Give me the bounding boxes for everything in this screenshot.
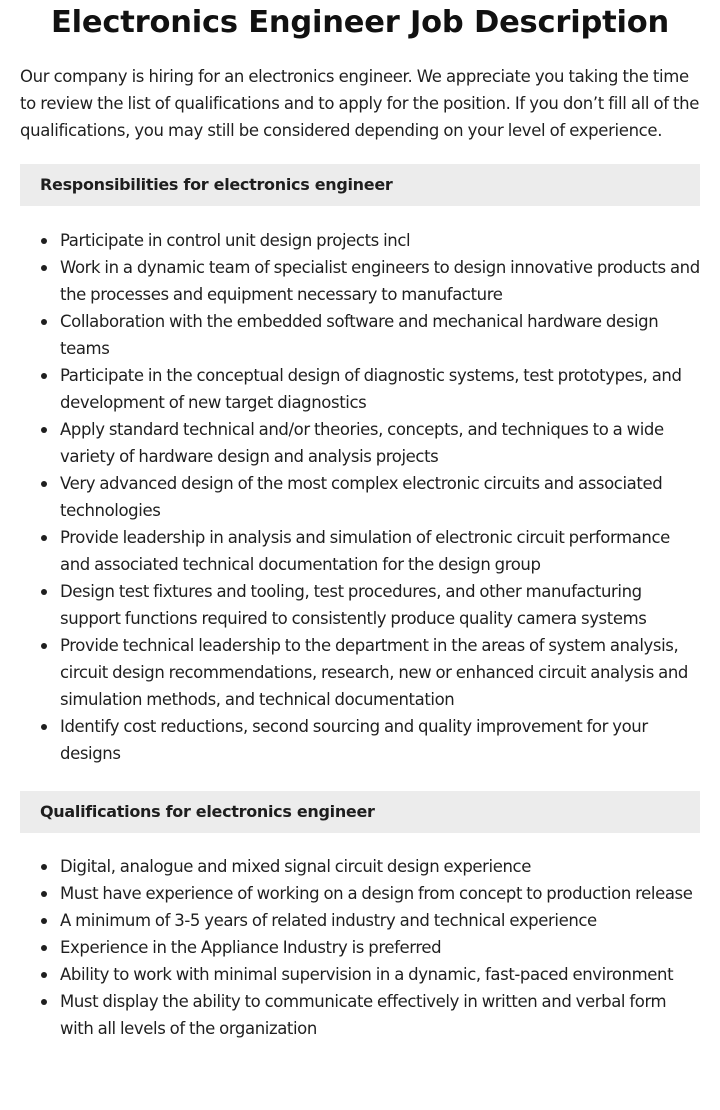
list-item-text: Provide leadership in analysis and simulation of electronic circuit performance and associated technical documentation for the design group: [60, 528, 670, 574]
list-item-text: Experience in the Appliance Industry is preferred: [60, 938, 442, 957]
list-item-text: Identify cost reductions, second sourcing and quality improvement for your designs: [60, 717, 648, 763]
list-item-text: Design test fixtures and tooling, test procedures, and other manufacturing support functions required to consistently produce quality camera systems: [60, 582, 647, 628]
bullet-icon: [41, 891, 47, 897]
list-item-text: Must have experience of working on a design from concept to production release: [60, 884, 693, 903]
list-item-text: Participate in the conceptual design of diagnostic systems, test prototypes, and development of new target diagnostics: [60, 366, 682, 412]
list-item: [20, 934, 700, 961]
list-item: [20, 254, 700, 308]
bullet-icon: [41, 265, 47, 271]
bullet-icon: [41, 972, 47, 978]
list-item: [20, 853, 700, 880]
list-item-text: Very advanced design of the most complex electronic circuits and associated technologies: [60, 474, 663, 520]
bullet-icon: [41, 724, 47, 730]
list-item-text: Collaboration with the embedded software and mechanical hardware design teams: [60, 312, 659, 358]
list-item: [20, 578, 700, 632]
list-item: [20, 470, 700, 524]
bullet-icon: [41, 238, 47, 244]
bullet-icon: [41, 481, 47, 487]
bullet-icon: [41, 373, 47, 379]
list-item: [20, 632, 700, 713]
list-item: [20, 524, 700, 578]
qualifications-list: [20, 853, 700, 1042]
list-item-text: Provide technical leadership to the department in the areas of system analysis, circuit design recommendations, research, new or enhanced circuit analysis and simulation methods, and technical documentation: [60, 636, 688, 709]
responsibilities-heading: Responsibilities for electronics engineer: [20, 164, 700, 206]
list-item-text: Participate in control unit design projects incl: [60, 231, 411, 250]
bullet-icon: [41, 427, 47, 433]
list-item-text: Apply standard technical and/or theories, concepts, and techniques to a wide variety of hardware design and analysis projects: [60, 420, 664, 466]
list-item: [20, 988, 700, 1042]
list-item: [20, 416, 700, 470]
page-title: Electronics Engineer Job Description: [50, 5, 670, 40]
bullet-icon: [41, 945, 47, 951]
qualifications-heading: Qualifications for electronics engineer: [20, 791, 700, 833]
list-item-text: Digital, analogue and mixed signal circuit design experience: [60, 857, 531, 876]
list-item: [20, 961, 700, 988]
list-item: [20, 362, 700, 416]
list-item-text: Work in a dynamic team of specialist engineers to design innovative products and the processes and equipment necessary to manufacture: [60, 258, 700, 304]
bullet-icon: [41, 999, 47, 1005]
bullet-icon: [41, 535, 47, 541]
bullet-icon: [41, 319, 47, 325]
list-item: [20, 227, 700, 254]
list-item: [20, 308, 700, 362]
bullet-icon: [41, 589, 47, 595]
responsibilities-list: [20, 227, 700, 767]
list-item-text: A minimum of 3-5 years of related industry and technical experience: [60, 911, 597, 930]
intro-paragraph: Our company is hiring for an electronics engineer. We appreciate you taking the time to review the list of qualifications and to apply for the position. If you don’t fill all of the qualifications, you may still be considered depending on your level of experience.: [20, 67, 700, 140]
list-item: [20, 713, 700, 767]
bullet-icon: [41, 864, 47, 870]
list-item-text: Ability to work with minimal supervision in a dynamic, fast-paced environment: [60, 965, 674, 984]
bullet-icon: [41, 918, 47, 924]
bullet-icon: [41, 643, 47, 649]
list-item: [20, 907, 700, 934]
list-item: [20, 880, 700, 907]
list-item-text: Must display the ability to communicate effectively in written and verbal form with all levels of the organization: [60, 992, 667, 1038]
